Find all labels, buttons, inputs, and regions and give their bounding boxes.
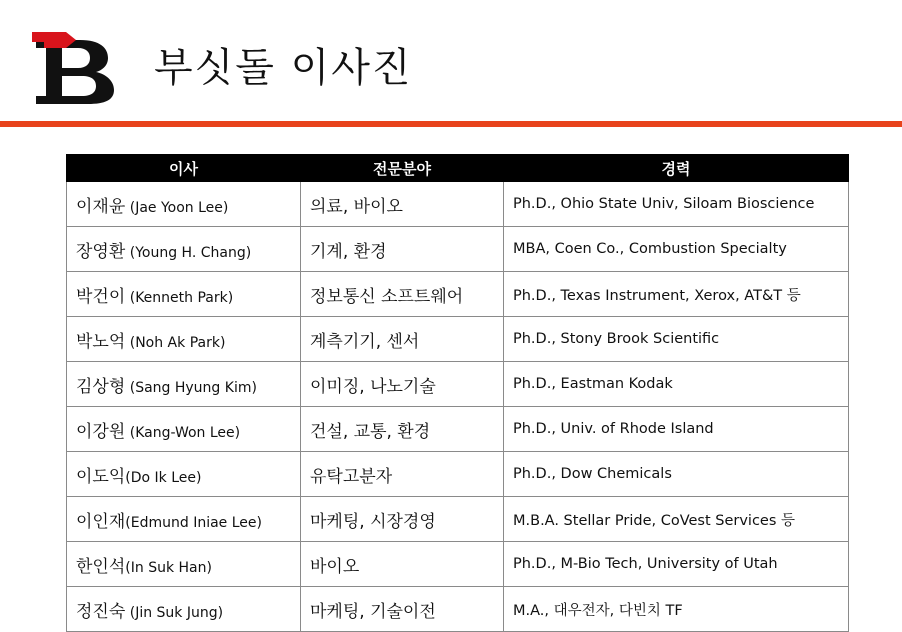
expertise-cell: 계측기기, 센서: [301, 317, 504, 362]
director-name-korean: 박건이: [76, 286, 126, 307]
director-name-korean: 박노억: [76, 331, 126, 352]
director-name-english: (Kenneth Park): [125, 289, 234, 306]
career-cell: Ph.D., Texas Instrument, Xerox, AT&T 등: [504, 272, 849, 317]
director-name-korean: 이강원: [76, 421, 126, 442]
expertise-cell: 건설, 교통, 환경: [301, 407, 504, 452]
director-name-english: (Noh Ak Park): [125, 334, 226, 351]
table-row: [67, 362, 849, 407]
column-header-director: 이사: [67, 155, 301, 182]
career-cell: Ph.D., M-Bio Tech, University of Utah: [504, 542, 849, 587]
logo-b-shape: [36, 40, 114, 104]
expertise-cell: 의료, 바이오: [301, 182, 504, 227]
director-name-korean: 장영환: [76, 241, 126, 262]
director-name-korean: 한인석: [76, 556, 126, 577]
director-name-english: (Do Ik Lee): [125, 469, 202, 486]
table-header-row: [67, 155, 849, 182]
director-name-cell: [67, 227, 301, 272]
director-name-korean: 이재윤: [76, 196, 126, 217]
expertise-cell: 마케팅, 기술이전: [301, 587, 504, 632]
director-name-korean: 이인재: [76, 511, 126, 532]
company-logo: [28, 26, 118, 106]
director-name-cell: [67, 317, 301, 362]
director-name-cell: [67, 452, 301, 497]
table-row: [67, 587, 849, 632]
table-row: [67, 182, 849, 227]
director-name-english: (Young H. Chang): [125, 244, 252, 261]
expertise-cell: 바이오: [301, 542, 504, 587]
career-cell: Ph.D., Eastman Kodak: [504, 362, 849, 407]
director-name-cell: [67, 587, 301, 632]
column-header-field: 전문분야: [301, 155, 504, 182]
expertise-cell: 마케팅, 시장경영: [301, 497, 504, 542]
career-cell: MBA, Coen Co., Combustion Specialty: [504, 227, 849, 272]
director-name-english: (In Suk Han): [125, 559, 212, 576]
director-name-cell: [67, 542, 301, 587]
page-title: 부싯돌 이사진: [154, 45, 413, 91]
expertise-cell: 유탁고분자: [301, 452, 504, 497]
career-cell: Ph.D., Dow Chemicals: [504, 452, 849, 497]
expertise-cell: 이미징, 나노기술: [301, 362, 504, 407]
expertise-cell: 정보통신 소프트웨어: [301, 272, 504, 317]
director-name-cell: [67, 497, 301, 542]
director-name-korean: 김상형: [76, 376, 126, 397]
career-cell: M.A., 대우전자, 다빈치 TF: [504, 587, 849, 632]
director-name-cell: [67, 272, 301, 317]
director-name-english: (Sang Hyung Kim): [125, 379, 257, 396]
table-row: [67, 317, 849, 362]
table-row: [67, 452, 849, 497]
director-name-english: (Jin Suk Jung): [125, 604, 224, 621]
column-header-career: 경력: [504, 155, 849, 182]
table-row: [67, 407, 849, 452]
board-members-table: [66, 154, 849, 632]
table-row: [67, 497, 849, 542]
director-name-english: (Jae Yoon Lee): [125, 199, 229, 216]
director-name-cell: [67, 407, 301, 452]
career-cell: Ph.D., Stony Brook Scientific: [504, 317, 849, 362]
director-name-korean: 정진숙: [76, 601, 126, 622]
table-row: [67, 272, 849, 317]
career-cell: Ph.D., Ohio State Univ, Siloam Bioscience: [504, 182, 849, 227]
director-name-cell: [67, 182, 301, 227]
career-cell: Ph.D., Univ. of Rhode Island: [504, 407, 849, 452]
director-name-korean: 이도익: [76, 466, 126, 487]
director-name-cell: [67, 362, 301, 407]
header-divider: [0, 121, 902, 127]
director-name-english: (Edmund Iniae Lee): [125, 514, 262, 531]
expertise-cell: 기계, 환경: [301, 227, 504, 272]
career-cell: M.B.A. Stellar Pride, CoVest Services 등: [504, 497, 849, 542]
table-row: [67, 542, 849, 587]
director-name-english: (Kang-Won Lee): [125, 424, 241, 441]
table-row: [67, 227, 849, 272]
